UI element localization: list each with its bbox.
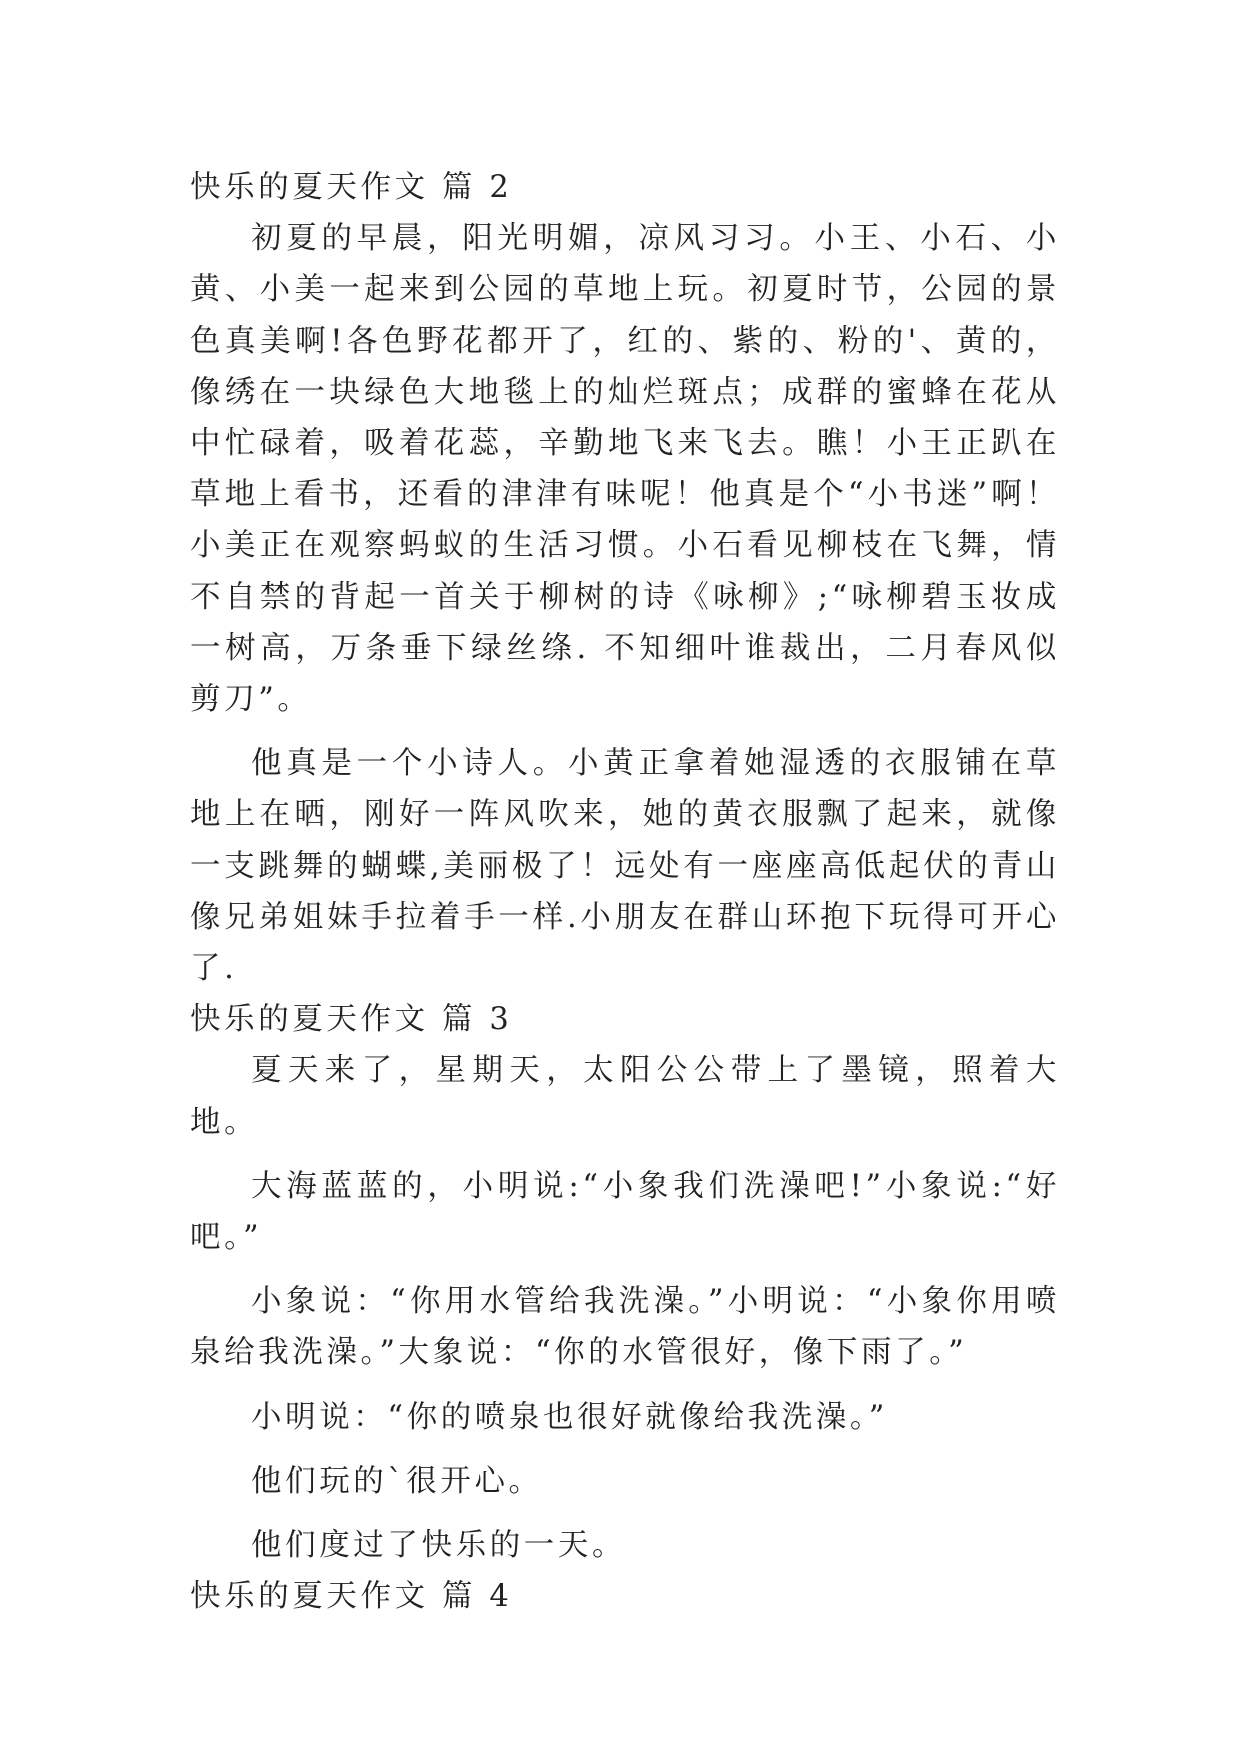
- document-body: [190, 162, 1060, 1622]
- section-heading: 快乐的夏天作文 篇 3: [190, 1002, 513, 1038]
- paragraph: 他们度过了快乐的一天。: [251, 1528, 627, 1564]
- paragraph: 小明说：“你的喷泉也很好就像给我洗澡。”: [251, 1399, 888, 1435]
- paragraph: 他真是一个小诗人。小黄正拿着她湿透的衣服铺在草地上在晒，刚好一阵风吹来，她的黄衣服飘了起来，就像一支跳舞的蝴蝶,美丽极了！远处有一座座高低起伏的青山像兄弟姐妹手拉着手一样.小朋友在群山环抱下玩得可开心了.: [190, 746, 1060, 987]
- paragraph: 小象说：“你用水管给我洗澡。”小明说：“小象你用喷泉给我洗澡。”大象说：“你的水管很好，像下雨了。”: [190, 1284, 1060, 1371]
- section-heading: 快乐的夏天作文 篇 4: [190, 1579, 513, 1615]
- paragraph: 他们玩的`很开心。: [251, 1463, 543, 1499]
- paragraph: 夏天来了，星期天，太阳公公带上了墨镜，照着大地。: [190, 1053, 1060, 1140]
- section-heading: 快乐的夏天作文 篇 2: [190, 170, 513, 205]
- paragraph: 初夏的早晨，阳光明媚，凉风习习。小王、小石、小黄、小美一起来到公园的草地上玩。初夏时节，公园的景色真美啊!各色野花都开了，红的、紫的、粉的'、黄的，像绣在一块绿色大地毯上的灿烂斑点；成群的蜜蜂在花从中忙碌着，吸着花蕊，辛勤地飞来飞去。瞧！小王正趴在草地上看书，还看的津津有味呢！他真是个“小书迷”啊！小美正在观察蚂蚁的生活习惯。小石看见柳枝在飞舞，情不自禁的背起一首关于柳树的诗《咏柳》;“咏柳碧玉妆成一树高，万条垂下绿丝绦. 不知细叶谁裁出，二月春风似剪刀”。: [190, 221, 1060, 718]
- paragraph: 大海蓝蓝的，小明说:“小象我们洗澡吧!”小象说:“好吧。”: [190, 1168, 1060, 1256]
